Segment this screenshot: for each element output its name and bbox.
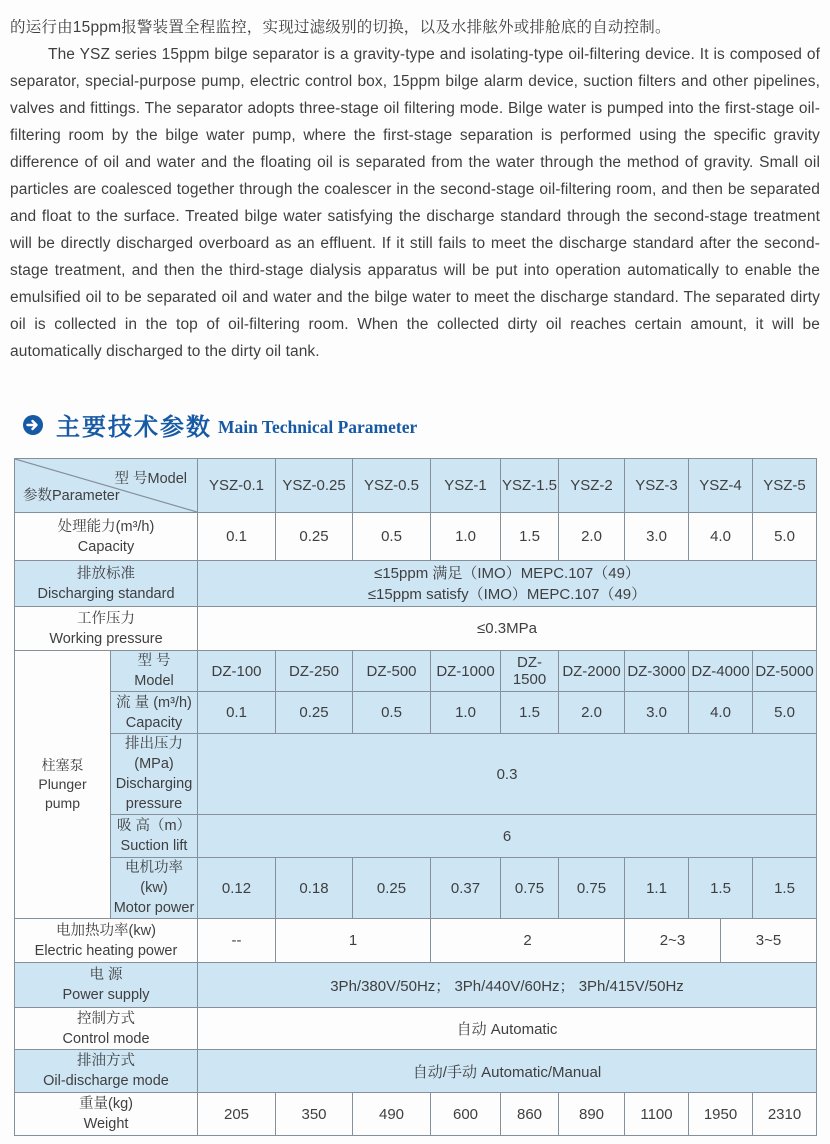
row-weight: [15, 1093, 817, 1136]
value-cell: 0.18: [276, 858, 353, 919]
model-header-cell: YSZ-5: [753, 459, 817, 513]
row-electric-heating-power: [15, 919, 817, 963]
value-cell: --: [198, 919, 276, 963]
row-label-zh: 吸 高（m）: [116, 818, 192, 834]
value-cell: 0.25: [353, 858, 431, 919]
value-cell: DZ-4000: [689, 651, 753, 692]
row-label-en: Working pressure: [49, 630, 163, 647]
row-label-en: Model: [134, 673, 174, 689]
intro-paragraph-en: The YSZ series 15ppm bilge separator is a gravity-type and isolating-type oil-filtering device. It is composed of separator, special-purpose pump, electric control box, 15ppm bilge alarm device, suction filters and other pipelines, valves and fittings. The separator adopts three-stage oil filtering mode. Bilge water is pumped into the first-stage oil-filtering room by the bilge water pump, where the first-stage separation is performed using the specific gravity difference of oil and water and the floating oil is separated from the water through the method of gravity. Small oil particles are coalesced together through the coalescer in the second-stage oil-filtering room, and then be separated and float to the surface. Treated bilge water satisfying the discharge standard through the second-stage treatment will be directly discharged overboard as an effluent. If it still fails to meet the discharge standard after the second-stage treatment, and then the third-stage dialysis apparatus will be put into operation automatically to enable the emulsified oil to be separated oil and water and the bilge water to meet the discharge standard. The separated dirty oil is collected in the top of oil-filtering room. When the collected dirty oil reaches certain amount, it will be automatically discharged to the dirty oil tank.: [10, 46, 820, 360]
value-cell: 205: [198, 1093, 276, 1136]
value-cell: 4.0: [689, 513, 753, 561]
value-cell: 2.0: [559, 513, 625, 561]
row-label-zh: 处理能力(m³/h): [57, 518, 155, 535]
row-pump-discharging-pressure: [15, 734, 817, 815]
row-motor-power: [15, 858, 817, 919]
row-label-en: Power supply: [62, 987, 150, 1003]
value-cell: DZ-100: [198, 651, 276, 692]
row-working-pressure: [15, 607, 817, 651]
table-header-row: [15, 459, 817, 513]
value-cell: 4.0: [689, 692, 753, 734]
row-label-en: Electric heating power: [34, 942, 178, 959]
value-cell: 0.12: [198, 858, 276, 919]
value-cell: 1950: [689, 1093, 753, 1136]
row-label-zh: 排油方式: [77, 1053, 135, 1069]
section-title-zh: 主要技术参数: [56, 414, 212, 441]
row-label-zh: 重量(kg): [79, 1096, 133, 1112]
value-cell: 0.1: [198, 513, 276, 561]
technical-parameter-table: [14, 458, 817, 1136]
value-cell: 0.25: [276, 513, 353, 561]
model-header-cell: YSZ-1: [431, 459, 501, 513]
row-label-zh: 工作压力: [77, 610, 135, 627]
section-title-en: Main Technical Parameter: [218, 416, 418, 437]
value-cell: 2310: [753, 1093, 817, 1136]
value-cell: 1.5: [501, 692, 559, 734]
group-label-en: pump: [44, 795, 81, 811]
row-label-zh: 控制方式: [77, 1010, 135, 1027]
value-cell: 5.0: [753, 692, 817, 734]
row-capacity: [15, 513, 817, 561]
row-label-zh: 电加热功率(kw): [56, 922, 156, 939]
value-cell-span: 3Ph/380V/50Hz； 3Ph/440V/60Hz； 3Ph/415V/50Hz: [198, 963, 817, 1008]
value-cell: 1.5: [501, 513, 559, 561]
model-header-cell: YSZ-2: [559, 459, 625, 513]
row-suction-lift: [15, 815, 817, 858]
row-label-cell: [15, 1050, 198, 1093]
value-cell: 3~5: [720, 919, 816, 962]
row-label-en: Oil-discharge mode: [43, 1073, 169, 1089]
value-cell: 0.25: [276, 692, 353, 734]
row-label-cell: [111, 734, 198, 815]
value-cell: 1.1: [625, 858, 689, 919]
value-cell-span: 6: [198, 815, 817, 858]
value-cell: 3.0: [625, 513, 689, 561]
row-label-zh: 排放标准: [77, 565, 135, 582]
value-cell: 350: [276, 1093, 353, 1136]
value-cell: 5.0: [753, 513, 817, 561]
value-cell: 1.5: [753, 858, 817, 919]
value-cell: DZ-3000: [625, 651, 689, 692]
corner-label-model: 型 号Model: [114, 471, 187, 487]
value-cell: 0.75: [501, 858, 559, 919]
value-cell-span: 2: [431, 919, 625, 963]
model-header-cell: YSZ-1.5: [501, 459, 559, 513]
row-label-cell: [111, 858, 198, 919]
row-label-zh: 流 量 (m³/h): [116, 694, 192, 711]
row-label-zh: 排出压力 (MPa): [125, 736, 183, 772]
row-label-cell: [15, 963, 198, 1008]
row-label-zh: 电机功率 (kw): [125, 860, 183, 896]
row-label-cell: [15, 1008, 198, 1050]
value-cell: DZ-250: [276, 651, 353, 692]
row-label-en: Weight: [83, 1116, 129, 1132]
group-label-zh: 柱塞泵: [41, 757, 84, 773]
group-label-en: Plunger: [38, 776, 87, 792]
row-label-cell: [111, 815, 198, 858]
value-cell-span: 1: [276, 919, 431, 963]
value-cell-span: ≤0.3MPa: [198, 607, 817, 651]
plunger-pump-group-cell: [15, 651, 111, 919]
value-cell: 0.75: [559, 858, 625, 919]
value-cell: DZ-500: [353, 651, 431, 692]
row-oil-discharge-mode: [15, 1050, 817, 1093]
model-header-cell: YSZ-0.1: [198, 459, 276, 513]
row-label-cell: [111, 692, 198, 734]
row-discharging-standard: [15, 561, 817, 607]
value-cell: DZ-5000: [753, 651, 817, 692]
value-cell: DZ-1000: [431, 651, 501, 692]
model-header-cell: YSZ-4: [689, 459, 753, 513]
value-cell: 0.37: [431, 858, 501, 919]
value-cell: 860: [501, 1093, 559, 1136]
value-cell: 490: [353, 1093, 431, 1136]
row-label-zh: 电 源: [89, 967, 123, 983]
value-cell: 1100: [625, 1093, 689, 1136]
value-cell: 1.0: [431, 513, 501, 561]
value-cell-span: [198, 561, 817, 607]
value-cell: 1.5: [689, 858, 753, 919]
value-cell: DZ-1500: [501, 651, 559, 692]
row-label-en: Discharging pressure: [115, 776, 193, 812]
model-header-cell: YSZ-0.25: [276, 459, 353, 513]
corner-label-parameter: 参数Parameter: [23, 488, 120, 504]
value-cell-split: [625, 919, 817, 963]
model-header-cell: YSZ-3: [625, 459, 689, 513]
row-label-cell: [15, 1093, 198, 1136]
row-label-cell: [111, 651, 198, 692]
value-cell: 2~3: [659, 932, 686, 949]
row-label-en: Capacity: [125, 714, 183, 731]
row-control-mode: [15, 1008, 817, 1050]
row-label-en: Motor power: [113, 900, 195, 916]
value-cell: DZ-2000: [559, 651, 625, 692]
value-cell-span: 0.3: [198, 734, 817, 815]
value-cell-span: 自动 Automatic: [198, 1008, 817, 1050]
value-cell: 0.5: [353, 692, 431, 734]
row-label-cell: [15, 607, 198, 651]
row-label-cell: [15, 919, 198, 963]
value-cell-span: 自动/手动 Automatic/Manual: [198, 1050, 817, 1093]
row-pump-model: [15, 651, 817, 692]
row-power-supply: [15, 963, 817, 1008]
value-cell: 0.1: [198, 692, 276, 734]
row-pump-capacity: [15, 692, 817, 734]
model-header-cell: YSZ-0.5: [353, 459, 431, 513]
value-cell: 1.0: [431, 692, 501, 734]
intro-paragraph-zh: 的运行由15ppm报警装置全程监控，实现过滤级别的切换，以及水排舷外或排舱底的自动控制。: [10, 19, 671, 36]
section-header: [22, 407, 820, 442]
arrow-right-circle-icon: [22, 414, 44, 436]
corner-header-cell: [15, 459, 198, 513]
row-label-en: Discharging standard: [37, 585, 175, 602]
discharging-standard-line-en: ≤15ppm satisfy（IMO）MEPC.107（49）: [367, 585, 647, 603]
value-cell: 600: [431, 1093, 501, 1136]
row-label-en: Suction lift: [120, 838, 188, 854]
row-label-cell: [15, 561, 198, 607]
row-label-en: Capacity: [77, 538, 135, 555]
value-cell: 3.0: [625, 692, 689, 734]
value-cell: 2.0: [559, 692, 625, 734]
row-label-cell: [15, 513, 198, 561]
row-label-zh: 型 号: [137, 653, 171, 669]
discharging-standard-line-zh: ≤15ppm 满足（IMO）MEPC.107（49）: [374, 564, 640, 582]
row-label-en: Control mode: [62, 1030, 150, 1047]
value-cell: 0.5: [353, 513, 431, 561]
value-cell: 890: [559, 1093, 625, 1136]
